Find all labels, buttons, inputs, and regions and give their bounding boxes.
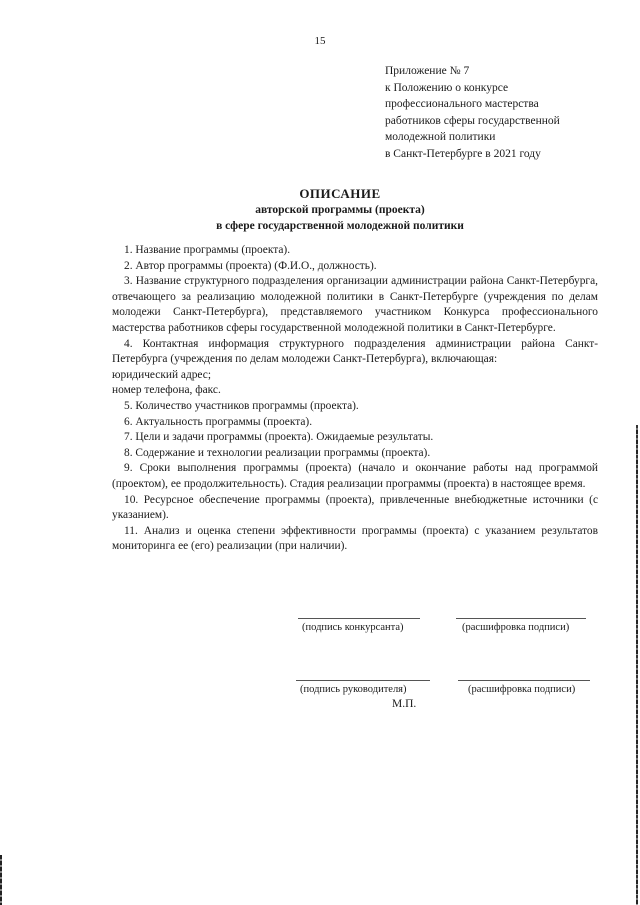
page-number: 15 bbox=[314, 35, 326, 47]
list-item: 11. Анализ и оценка степени эффективности программы (проекта) с указанием результатов мониторинга ее (его) реализации (при наличии). bbox=[112, 524, 598, 553]
list-item: 1. Название программы (проекта). bbox=[124, 244, 291, 256]
appendix-line: к Положению о конкурсе bbox=[385, 81, 509, 94]
signature-line bbox=[298, 618, 420, 619]
contestant-signature-caption: (подпись конкурсанта) bbox=[302, 622, 404, 633]
title-line: в сфере государственной молодежной политики bbox=[216, 220, 464, 232]
signature-line bbox=[456, 618, 586, 619]
appendix-line: профессионального мастерства bbox=[385, 98, 539, 110]
title-main: ОПИСАНИЕ bbox=[299, 186, 381, 201]
decoding-caption: (расшифровка подписи) bbox=[462, 622, 570, 633]
list-item: номер телефона, факс. bbox=[112, 384, 221, 397]
scan-edge bbox=[0, 855, 2, 905]
appendix-note bbox=[385, 63, 560, 162]
head-signature-caption: (подпись руководителя) bbox=[300, 684, 407, 695]
list-item: 3. Название структурного подразделения организации администрации района Санкт-Петербурга, отвечающего за реализацию молодежной политики в Санкт-Петербурге (учреждения по делам молодежи Санкт-Петербурга), представляемого участником Конкурса профессионального мастерства работников сферы государственной молодежной политики в Санкт-Петербурге. bbox=[112, 275, 598, 334]
list-item: 5. Количество участников программы (проекта). bbox=[124, 399, 359, 412]
list-item: юридический адрес; bbox=[112, 368, 211, 381]
appendix-line: работников сферы государственной bbox=[385, 114, 560, 127]
signature-line bbox=[296, 680, 430, 681]
list-item: 6. Актуальность программы (проекта). bbox=[124, 415, 313, 428]
document-title bbox=[100, 185, 580, 234]
signature-line bbox=[458, 680, 590, 681]
list-item: 10. Ресурсное обеспечение программы (проекта), привлеченные внебюджетные источники (с указанием). bbox=[112, 493, 598, 522]
title-line: авторской программы (проекта) bbox=[255, 204, 425, 216]
appendix-line: в Санкт-Петербурге в 2021 году bbox=[385, 147, 541, 160]
scan-edge bbox=[636, 425, 638, 905]
list-item: 4. Контактная информация структурного подразделения администрации района Санкт-Петербурга (учреждения по делам молодежи Санкт-Петербурга), включающая: bbox=[112, 337, 598, 366]
stamp-place: М.П. bbox=[392, 698, 417, 710]
item-list bbox=[112, 243, 598, 555]
list-item: 8. Содержание и технологии реализации программы (проекта). bbox=[124, 446, 431, 459]
list-item: 9. Сроки выполнения программы (проекта) (начало и окончание работы над программой (проектом), ее продолжительность). Стадия реализации программы (проекта) в настоящее время. bbox=[112, 462, 598, 490]
appendix-line: Приложение № 7 bbox=[385, 65, 470, 77]
list-item: 7. Цели и задачи программы (проекта). Ожидаемые результаты. bbox=[124, 431, 434, 444]
appendix-line: молодежной политики bbox=[385, 131, 496, 143]
list-item: 2. Автор программы (проекта) (Ф.И.О., должность). bbox=[124, 259, 377, 272]
decoding-caption: (расшифровка подписи) bbox=[468, 684, 576, 695]
